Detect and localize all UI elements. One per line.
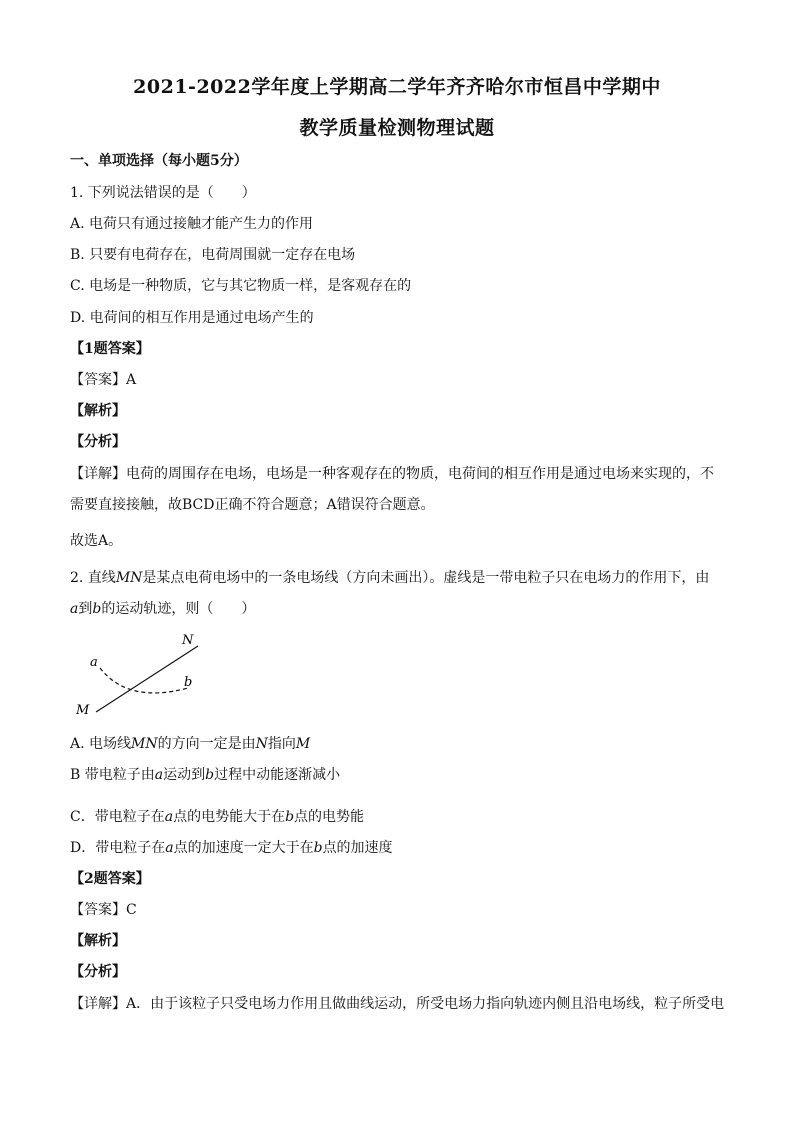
q2-option-b: [70, 764, 340, 784]
q2-option-d-text: 点的加速度一定大于在: [173, 840, 314, 856]
section-heading: 一、单项选择（每小题5分）: [70, 153, 248, 169]
q2-option-d-text: D．带电粒子在: [70, 840, 166, 856]
q2-detail-line1: 【详解】A．由于该粒子只受电场力作用且做曲线运动，所受电场力指向轨迹内侧且沿电场线，粒子所受电: [70, 996, 725, 1012]
q2-option-a-text: 的方向一定是由: [157, 736, 256, 752]
q2-option-d-a: a: [165, 840, 174, 856]
q2-answer: 【答案】C: [70, 902, 137, 918]
q1-option-b: B. 只要有电荷存在，电荷周围就一定存在电场: [70, 247, 356, 263]
q1-conclusion: 故选A。: [70, 533, 123, 549]
q2-answer-header: 【2题答案】: [70, 871, 150, 887]
q1-detail-line1: 【详解】电荷的周围存在电场，电场是一种客观存在的物质，电荷间的相互作用是通过电场来实现的，不: [70, 466, 714, 482]
q2-stem-a: a: [70, 601, 79, 617]
q2-option-a-text: A. 电场线: [70, 736, 132, 752]
page-title-line1: 2021-2022学年度上学期高二学年齐齐哈尔市恒昌中学期中: [133, 76, 661, 98]
q2-stem-line2: [70, 598, 255, 618]
q2-option-a: [70, 733, 310, 753]
q2-option-c-text: 点的电势能大于在: [173, 809, 286, 825]
q1-answer-header: 【1题答案】: [70, 341, 150, 357]
q1-answer: 【答案】A: [70, 372, 137, 388]
q2-stem-text: 2. 直线: [70, 570, 116, 586]
q2-option-a-m: M: [295, 736, 311, 752]
q1-option-c: C. 电场是一种物质，它与其它物质一样，是客观存在的: [70, 278, 412, 294]
q2-option-d-text: 点的加速度: [322, 840, 393, 856]
q2-option-b-text: 过程中动能逐渐减小: [214, 767, 341, 783]
q2-option-a-n: N: [255, 736, 268, 752]
q2-option-b-text: B 带电粒子由: [70, 767, 155, 783]
q2-analysis-label: 【解析】: [70, 933, 126, 949]
q2-option-c-b: b: [285, 809, 295, 825]
q2-option-a-mn: MN: [131, 736, 158, 752]
page-title-line2: 教学质量检测物理试题: [299, 117, 495, 139]
q2-stem-text: 到: [78, 601, 93, 617]
q2-fenxi-label: 【分析】: [70, 964, 126, 980]
q2-option-b-text: 运动到: [163, 767, 206, 783]
q2-stem-mn: MN: [115, 570, 143, 586]
label-a: a: [90, 655, 98, 670]
q1-detail-line2: 需要直接接触，故BCD正确不符合题意；A错误符合题意。: [70, 497, 435, 513]
electric-field-line-figure: [70, 628, 220, 718]
q2-stem-text: 的运动轨迹，则（ ）: [101, 601, 256, 617]
q2-stem-text: 是某点电荷电场中的一条电场线（方向未画出）。虚线是一带电粒子只在电场力的作用下，由: [142, 570, 710, 586]
q2-option-a-text: 指向: [267, 736, 296, 752]
label-n: N: [182, 633, 194, 648]
q1-stem: 1. 下列说法错误的是（ ）: [70, 185, 256, 201]
q2-option-c: [70, 806, 364, 826]
q2-option-b-b: b: [205, 767, 215, 783]
q2-stem-b: b: [92, 601, 102, 617]
label-b: b: [184, 675, 193, 690]
q1-fenxi-label: 【分析】: [70, 434, 126, 450]
q1-analysis-label: 【解析】: [70, 403, 126, 419]
q2-option-d: [70, 837, 393, 857]
q2-option-c-text: C．带电粒子在: [70, 809, 165, 825]
q2-option-c-a: a: [164, 809, 174, 825]
q2-option-c-text: 点的电势能: [294, 809, 365, 825]
q2-option-b-a: a: [154, 767, 164, 783]
q1-option-a: A. 电荷只有通过接触才能产生力的作用: [70, 216, 314, 232]
q2-option-d-b: b: [313, 840, 323, 856]
q1-option-d: D. 电荷间的相互作用是通过电场产生的: [70, 310, 314, 326]
q2-stem-line1: [70, 567, 709, 587]
label-m: M: [76, 703, 90, 718]
